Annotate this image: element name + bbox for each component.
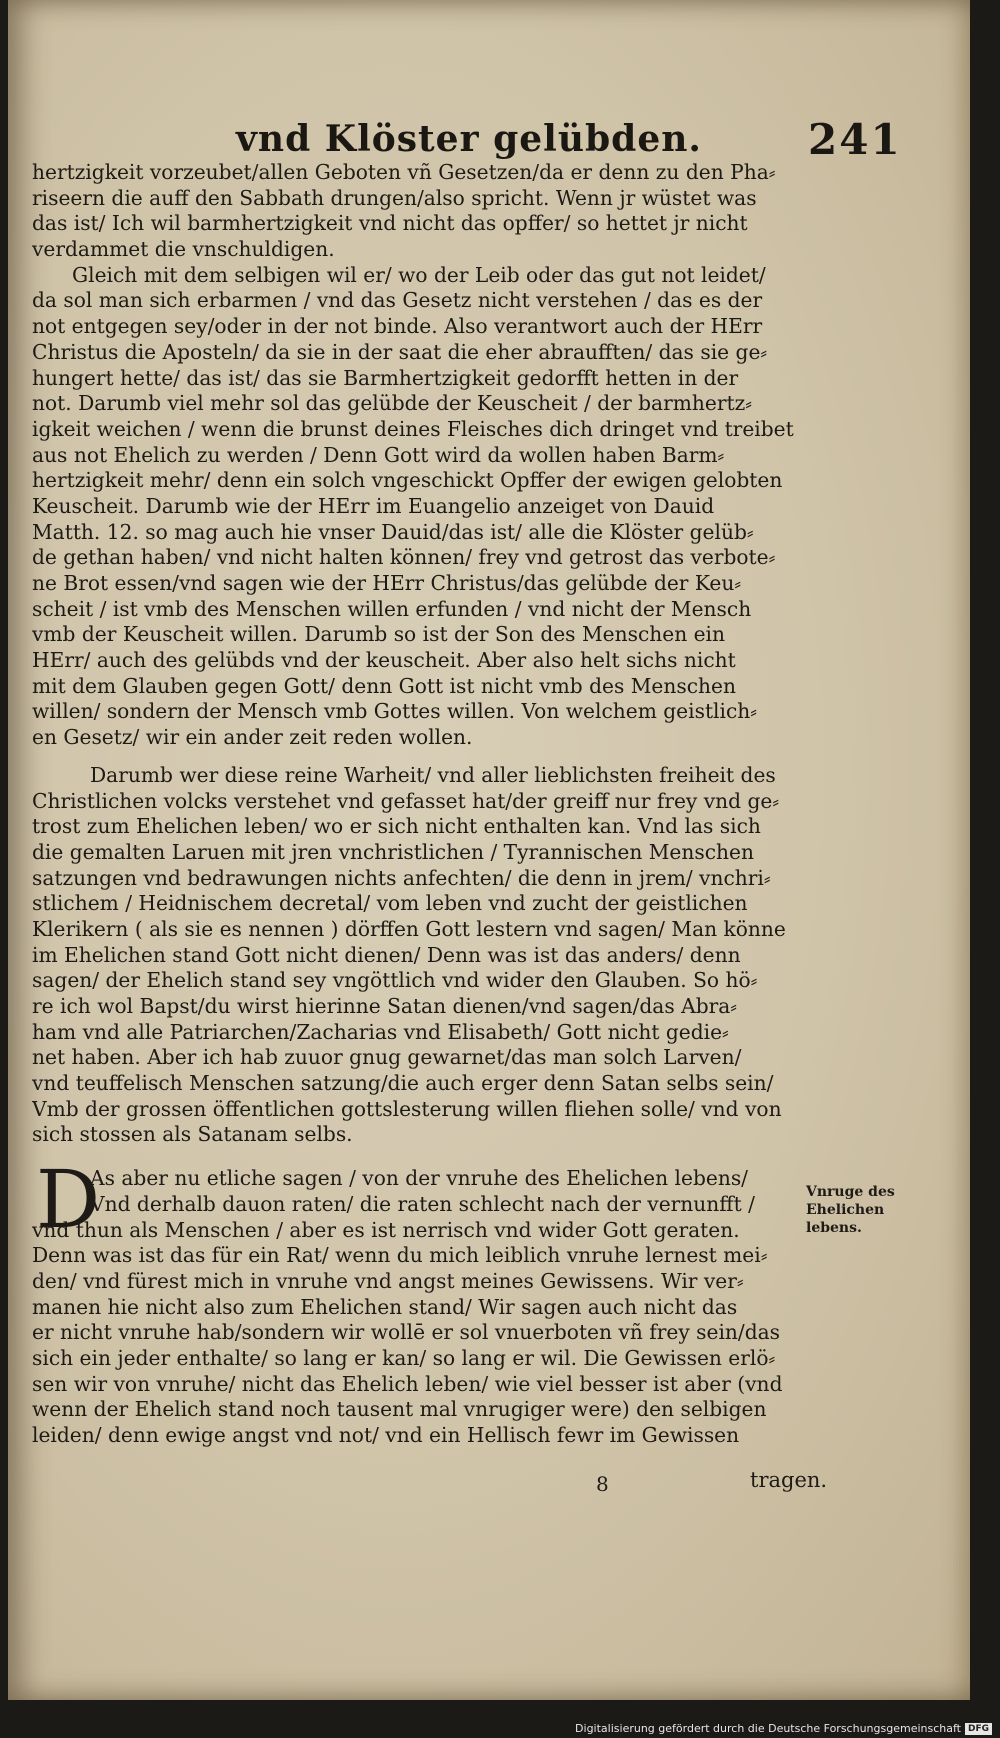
- digitization-credit: [575, 1722, 992, 1735]
- text-line: riseern die auff den Sabbath drungen/also spricht. Wenn jr wüstet was: [32, 185, 757, 210]
- text-line: leiden/ denn ewige angst vnd not/ vnd ein Hellisch fewr im Gewissen: [32, 1423, 740, 1447]
- text-line: Vnd derhalb dauon raten/ die raten schlecht nach der vernunfft /: [90, 1191, 755, 1216]
- text-line: vmb der Keuscheit willen. Darumb so ist der Son des Menschen ein: [32, 622, 726, 647]
- text-line: de gethan haben/ vnd nicht halten können/ frey vnd getrost das verbote⸗: [32, 545, 776, 570]
- paragraph-2: [32, 263, 802, 751]
- text-line: Christlichen volcks verstehet vnd gefasset hat/der greiff nur frey vnd ge⸗: [32, 788, 780, 813]
- paragraph-4: [32, 1166, 802, 1449]
- margin-note: [806, 1183, 911, 1237]
- text-line: net haben. Aber ich hab zuuor gnug gewarnet/das man solch Larven/: [32, 1045, 742, 1070]
- text-line: sich ein jeder enthalte/ so lang er kan/ so lang er wil. Die Gewissen erlö⸗: [32, 1345, 776, 1370]
- text-line: da sol man sich erbarmen / vnd das Gesetz nicht verstehen / das es der: [32, 288, 763, 313]
- drop-cap-initial: D: [36, 1153, 101, 1246]
- text-line: vnd teuffelisch Menschen satzung/die auch erger denn Satan selbs sein/: [32, 1071, 774, 1096]
- margin-note-line: Vnruge des: [806, 1184, 895, 1200]
- text-line: Klerikern ( als sie es nennen ) dörffen Gott lestern vnd sagen/ Man könne: [32, 916, 786, 941]
- page-paper: [8, 0, 970, 1700]
- text-line: im Ehelichen stand Gott nicht dienen/ Denn was ist das anders/ denn: [32, 942, 741, 967]
- text-line: mit dem Glauben gegen Gott/ denn Gott ist nicht vmb des Menschen: [32, 673, 736, 698]
- text-line: HErr/ auch des gelübds vnd der keuscheit. Aber also helt sichs nicht: [32, 648, 736, 673]
- body-text: [32, 160, 802, 1449]
- margin-note-line: Ehelichen: [806, 1202, 885, 1218]
- paragraph-1: [32, 160, 802, 263]
- text-line: Keuscheit. Darumb wie der HErr im Euangelio anzeiget von Dauid: [32, 493, 715, 518]
- page-number: 241: [808, 115, 902, 164]
- text-line: die gemalten Laruen mit jren vnchristlichen / Tyrannischen Menschen: [32, 839, 754, 864]
- text-line: trost zum Ehelichen leben/ wo er sich nicht enthalten kan. Vnd las sich: [32, 814, 761, 839]
- text-line: den/ vnd fürest mich in vnruhe vnd angst meines Gewissens. Wir ver⸗: [32, 1268, 744, 1293]
- text-line: das ist/ Ich wil barmhertzigkeit vnd nicht das opffer/ so hettet jr nicht: [32, 211, 748, 236]
- text-line: not. Darumb viel mehr sol das gelübde der Keuscheit / der barmhertz⸗: [32, 391, 752, 416]
- dfg-logo: DFG: [965, 1723, 992, 1735]
- text-line: er nicht vnruhe hab/sondern wir wollē er sol vnuerboten vñ frey sein/das: [32, 1320, 781, 1345]
- text-line: Darumb wer diese reine Warheit/ vnd aller lieblichsten freiheit des: [90, 762, 776, 787]
- text-line: aus not Ehelich zu werden / Denn Gott wird da wollen haben Barm⸗: [32, 442, 725, 467]
- signature-mark: 8: [596, 1472, 609, 1496]
- text-line: igkeit weichen / wenn die brunst deines Fleisches dich dringet vnd treibet: [32, 416, 794, 441]
- text-line: sagen/ der Ehelich stand sey vngöttlich vnd wider den Glauben. So hö⸗: [32, 968, 758, 993]
- text-line: hertzigkeit mehr/ denn ein solch vngeschickt Opffer der ewigen gelobten: [32, 468, 783, 493]
- text-line: As aber nu etliche sagen / von der vnruhe des Ehelichen lebens/: [90, 1166, 748, 1191]
- text-line: hertzigkeit vorzeubet/allen Geboten vñ Gesetzen/da er denn zu den Pha⸗: [32, 160, 776, 184]
- text-line: stlichem / Heidnischem decretal/ vom leben vnd zucht der geistlichen: [32, 891, 748, 916]
- margin-note-line: lebens.: [806, 1220, 862, 1236]
- paragraph-3: [32, 763, 802, 1148]
- credit-text: Digitalisierung gefördert durch die Deutsche Forschungsgemeinschaft: [575, 1722, 961, 1735]
- text-line: scheit / ist vmb des Menschen willen erfunden / vnd nicht der Mensch: [32, 596, 752, 621]
- text-line: wenn der Ehelich stand noch tausent mal vnrugiger were) den selbigen: [32, 1397, 767, 1422]
- text-line: willen/ sondern der Mensch vmb Gottes willen. Von welchem geistlich⸗: [32, 699, 757, 724]
- text-line: satzungen vnd bedrawungen nichts anfechten/ die denn in jrem/ vnchri⸗: [32, 865, 771, 890]
- text-line: ham vnd alle Patriarchen/Zacharias vnd Elisabeth/ Gott nicht gedie⸗: [32, 1019, 729, 1044]
- text-line: manen hie nicht also zum Ehelichen stand/ Wir sagen auch nicht das: [32, 1294, 738, 1319]
- text-line: vnd thun als Menschen / aber es ist nerrisch vnd wider Gott geraten.: [32, 1217, 740, 1242]
- catchword: tragen.: [750, 1468, 828, 1492]
- text-line: Matth. 12. so mag auch hie vnser Dauid/das ist/ alle die Klöster gelüb⸗: [32, 519, 754, 544]
- text-line: Denn was ist das für ein Rat/ wenn du mich leiblich vnruhe lernest mei⸗: [32, 1243, 768, 1268]
- text-line: sen wir von vnruhe/ nicht das Ehelich leben/ wie viel besser ist aber (vnd: [32, 1371, 783, 1396]
- text-line: hungert hette/ das ist/ das sie Barmhertzigkeit gedorfft hetten in der: [32, 365, 739, 390]
- text-line: not entgegen sey/oder in der not binde. Also verantwort auch der HErr: [32, 314, 763, 339]
- text-line: verdammet die vnschuldigen.: [32, 237, 335, 262]
- running-head: vnd Klöster gelübden.: [236, 118, 702, 160]
- text-line: re ich wol Bapst/du wirst hierinne Satan dienen/vnd sagen/das Abra⸗: [32, 994, 738, 1018]
- text-line: ne Brot essen/vnd sagen wie der HErr Christus/das gelübde der Keu⸗: [32, 571, 742, 595]
- text-line: Gleich mit dem selbigen wil er/ wo der Leib oder das gut not leidet/: [72, 262, 766, 287]
- text-line: Vmb der grossen öffentlichen gottslesterung willen fliehen solle/ vnd von: [32, 1096, 782, 1121]
- text-line: sich stossen als Satanam selbs.: [32, 1122, 353, 1147]
- text-line: en Gesetz/ wir ein ander zeit reden wollen.: [32, 725, 473, 750]
- text-line: Christus die Aposteln/ da sie in der saat die eher abraufften/ das sie ge⸗: [32, 339, 768, 364]
